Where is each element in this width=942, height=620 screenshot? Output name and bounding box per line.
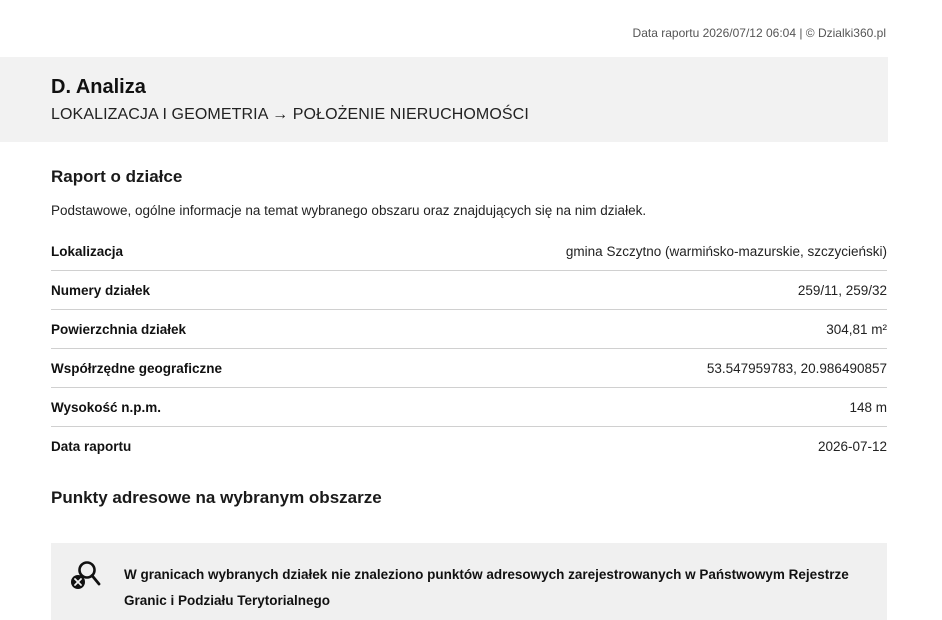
section-breadcrumb: LOKALIZACJA I GEOMETRIA → POŁOŻENIE NIERUCHOMOŚCI (51, 106, 529, 123)
info-row-coordinates (51, 349, 887, 388)
section-header (0, 57, 888, 142)
info-value: 259/11, 259/32 (797, 282, 887, 298)
report-content (51, 165, 887, 465)
search-off-icon (68, 558, 102, 592)
info-value: 53.547959783, 20.986490857 (706, 360, 887, 376)
info-label: Lokalizacja (51, 243, 124, 259)
info-value: gmina Szczytno (warmińsko-mazurskie, szczycieński) (565, 243, 887, 259)
info-row-report-date (51, 427, 887, 465)
notice-text: W granicach wybranych działek nie znaleziono punktów adresowych zarejestrowanych w Państwowym Rejestrze Granic i Podziału Terytorialnego (124, 567, 849, 608)
info-label: Numery działek (51, 282, 151, 298)
info-value: 304,81 m² (826, 321, 887, 337)
raport-description: Podstawowe, ogólne informacje na temat wybranego obszaru oraz znajdujących się na nim działek. (51, 203, 647, 218)
info-value: 148 m (849, 399, 887, 415)
raport-title: Raport o działce (51, 167, 183, 186)
address-points-title: Punkty adresowe na wybranym obszarze (51, 488, 382, 507)
info-value: 2026-07-12 (817, 438, 887, 454)
info-row-plot-numbers (51, 271, 887, 310)
report-meta: Data raportu 2026/07/12 06:04 | © Dzialki360.pl (632, 26, 886, 40)
info-row-area (51, 310, 887, 349)
info-table (51, 232, 887, 465)
info-row-location (51, 232, 887, 271)
section-title: D. Analiza (51, 76, 146, 98)
info-row-elevation (51, 388, 887, 427)
info-label: Data raportu (51, 438, 132, 454)
info-label: Wysokość n.p.m. (51, 399, 162, 415)
info-label: Powierzchnia działek (51, 321, 187, 337)
no-address-points-notice (51, 543, 887, 620)
info-label: Współrzędne geograficzne (51, 360, 223, 376)
